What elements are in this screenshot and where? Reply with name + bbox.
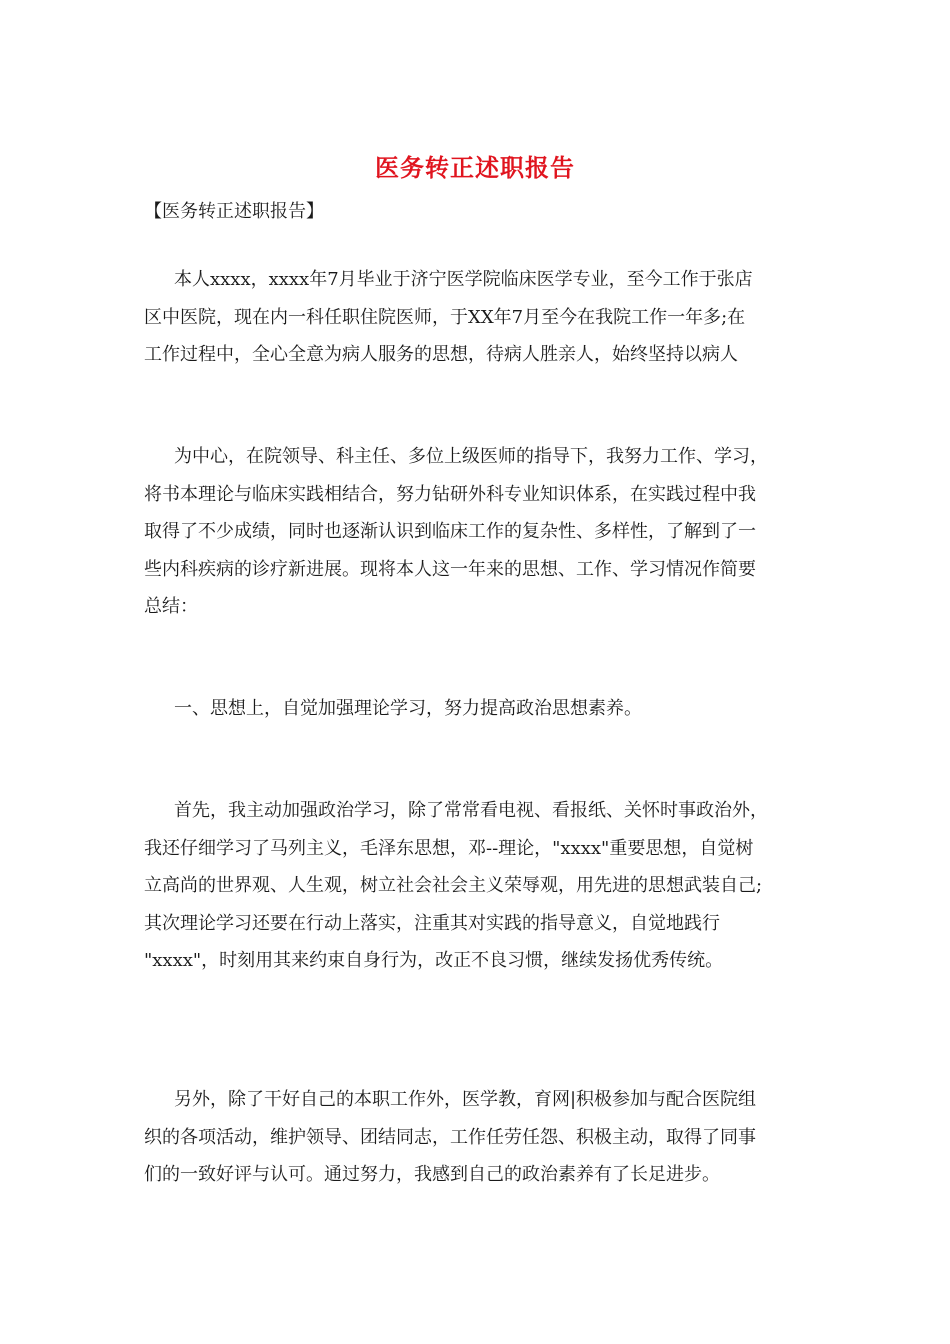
section-heading-thought: [144, 690, 808, 728]
paragraph-line: 另外，除了干好自己的本职工作外，医学教，育网|积极参加与配合医院组: [174, 1089, 757, 1110]
paragraph-first: [144, 792, 808, 980]
paragraph-intro: [144, 261, 808, 374]
paragraph-center: [144, 438, 808, 626]
paragraph-line: 总结：: [144, 596, 198, 617]
paragraph-line: 立高尚的世界观、人生观，树立社会社会主义荣辱观，用先进的思想武装自己;: [144, 875, 763, 896]
paragraph-line: 取得了不少成绩，同时也逐渐认识到临床工作的复杂性、多样性，了解到了一: [144, 521, 756, 542]
paragraph-line: 工作过程中，全心全意为病人服务的思想，待病人胜亲人，始终坚持以病人: [144, 344, 738, 365]
paragraph-line: 其次理论学习还要在行动上落实，注重其对实践的指导意义，自觉地践行: [144, 912, 720, 934]
paragraph-line: 我还仔细学习了马列主义，毛泽东思想，邓--理论，"xxxx"重要思想，自觉树: [144, 837, 754, 859]
paragraph-line: 一、思想上，自觉加强理论学习，努力提高政治思想素养。: [174, 698, 642, 719]
paragraph-line: 将书本理论与临床实践相结合，努力钻研外科专业知识体系，在实践过程中我: [144, 483, 756, 505]
document-title: 医务转正述职报告: [375, 153, 575, 182]
paragraph-line: 些内科疾病的诊疗新进展。现将本人这一年来的思想、工作、学习情况作简要: [144, 558, 756, 580]
paragraph-line: 为中心，在院领导、科主任、多位上级医师的指导下，我努力工作、学习，: [174, 446, 768, 467]
paragraph-line: 区中医院，现在内一科任职住院医师，于XX年7月至今在我院工作一年多;在: [144, 306, 746, 328]
paragraph-line: 织的各项活动，维护领导、团结同志，工作任劳任怨、积极主动，取得了同事: [144, 1126, 756, 1148]
paragraph-additionally: [144, 1081, 808, 1194]
document-subtitle: 【医务转正述职报告】: [144, 201, 324, 222]
paragraph-line: 本人xxxx，xxxx年7月毕业于济宁医学院临床医学专业，至今工作于张店: [174, 269, 753, 290]
paragraph-line: 们的一致好评与认可。通过努力，我感到自己的政治素养有了长足进步。: [144, 1164, 720, 1185]
paragraph-line: "xxxx"，时刻用其来约束自身行为，改正不良习惯，继续发扬优秀传统。: [144, 950, 724, 971]
paragraph-line: 首先，我主动加强政治学习，除了常常看电视、看报纸、关怀时事政治外，: [174, 800, 768, 821]
